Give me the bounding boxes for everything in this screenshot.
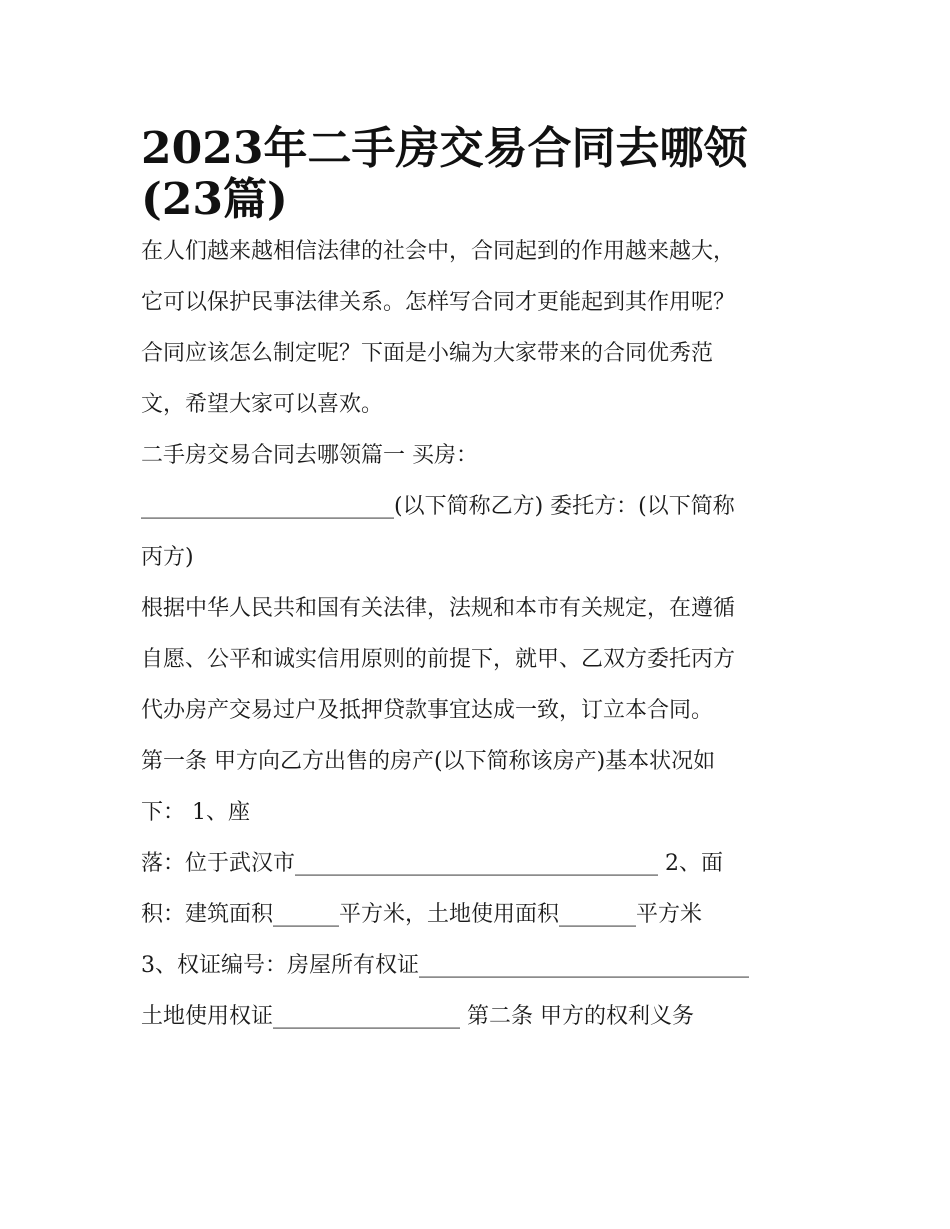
- body-line: 文，希望大家可以喜欢。: [141, 392, 384, 417]
- body-line: 二手房交易合同去哪领篇一 买房：: [141, 443, 478, 468]
- body-line: 代办房产交易过户及抵押贷款事宜达成一致，订立本合同。: [141, 698, 714, 723]
- body-line: 土地使用权证_________________ 第二条 甲方的权利义务: [141, 1004, 694, 1029]
- body-line: 合同应该怎么制定呢？下面是小编为大家带来的合同优秀范: [141, 341, 714, 366]
- body-line: 第一条 甲方向乙方出售的房产(以下简称该房产)基本状况如: [141, 749, 716, 774]
- body-line: 积：建筑面积______平方米，土地使用面积_______平方米: [141, 902, 703, 927]
- body-line: _______________________(以下简称乙方) 委托方：(以下简称: [141, 494, 735, 519]
- document-body: [141, 226, 821, 1042]
- body-line: 落：位于武汉市_________________________________ 2、面: [141, 851, 723, 876]
- document-content: [141, 112, 821, 1042]
- body-line: 3、权证编号：房屋所有权证______________________________: [141, 953, 749, 978]
- title-line-1: 2023年二手房交易合同去哪领: [141, 123, 748, 174]
- body-line: 下： 1、座: [141, 800, 250, 825]
- body-line: 自愿、公平和诚实信用原则的前提下，就甲、乙双方委托丙方: [141, 647, 736, 672]
- document-title: [141, 112, 821, 225]
- body-line: 在人们越来越相信法律的社会中，合同起到的作用越来越大，: [141, 239, 736, 264]
- body-line: 它可以保护民事法律关系。怎样写合同才更能起到其作用呢？: [141, 290, 736, 315]
- body-line: 丙方): [141, 545, 194, 570]
- body-line: 根据中华人民共和国有关法律，法规和本市有关规定，在遵循: [141, 596, 736, 621]
- title-line-2: (23篇): [141, 174, 288, 225]
